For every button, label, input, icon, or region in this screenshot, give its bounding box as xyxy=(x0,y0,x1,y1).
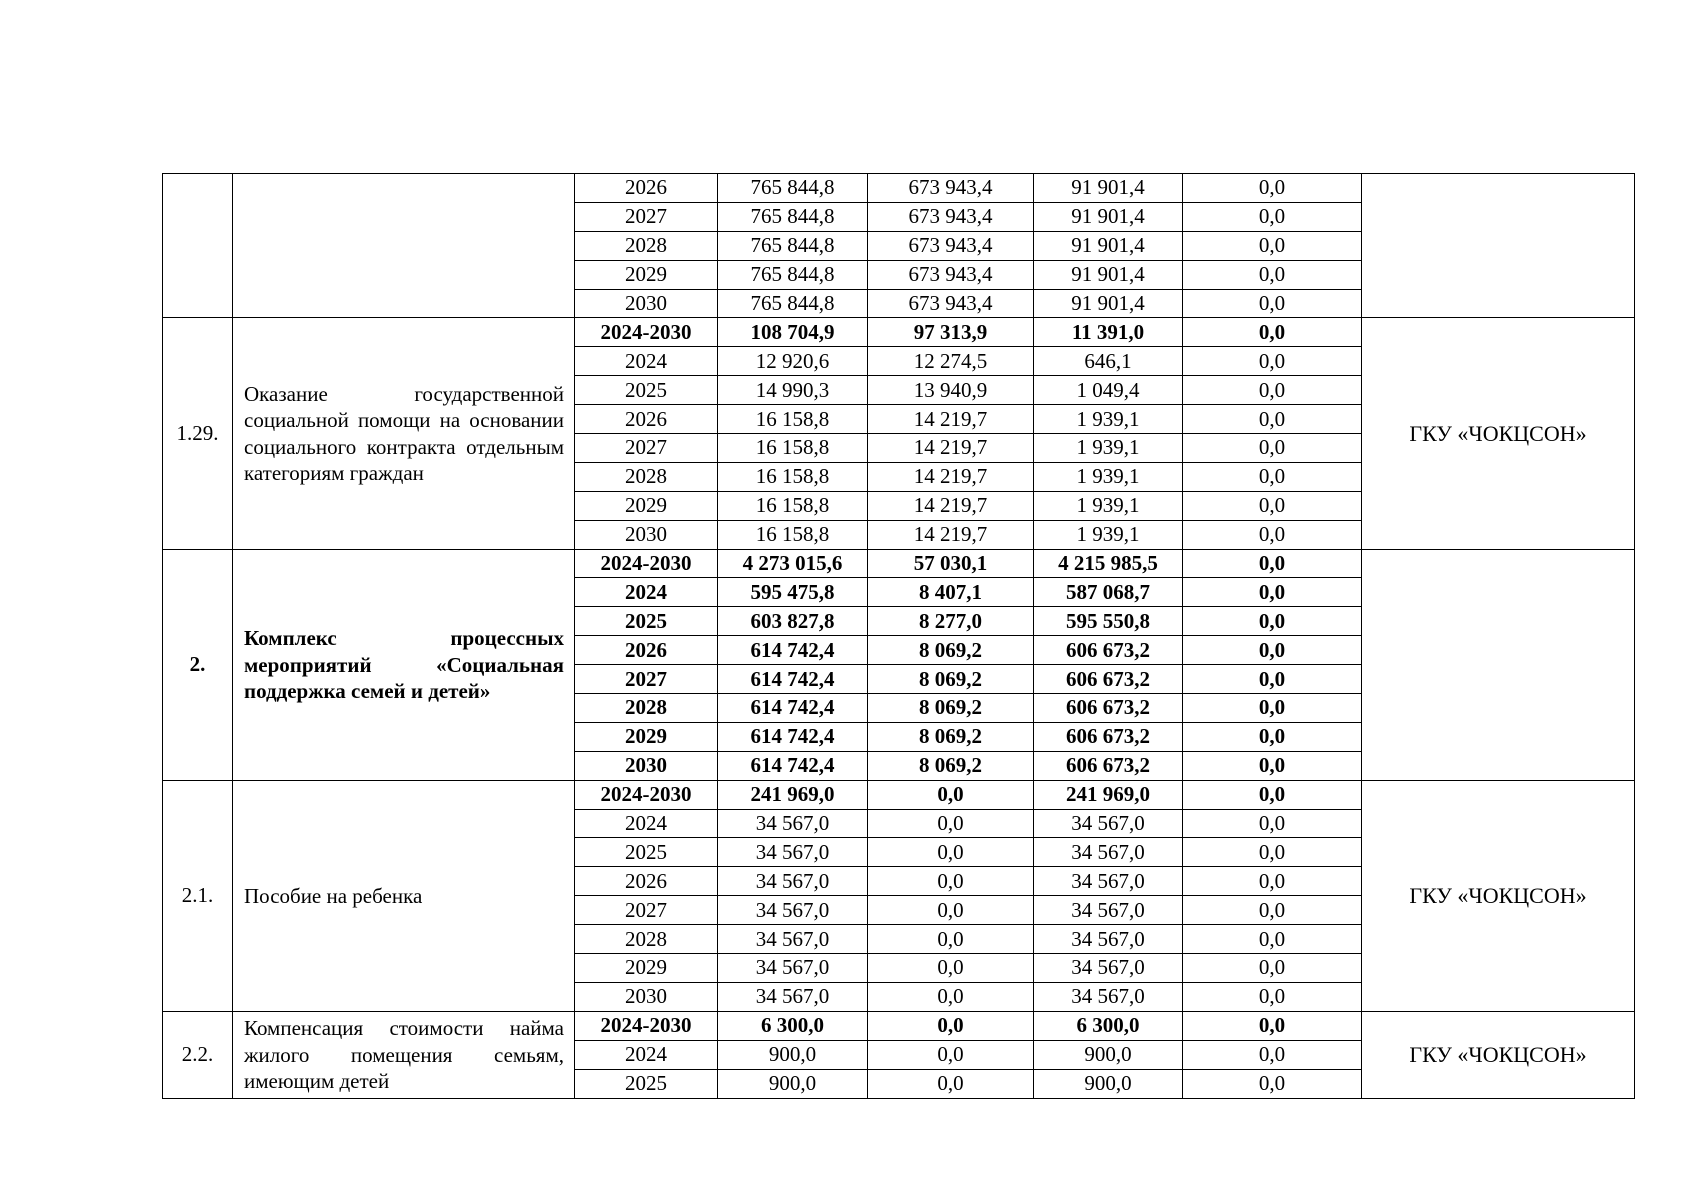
total-cell: 16 158,8 xyxy=(718,491,868,520)
total-cell: 34 567,0 xyxy=(718,838,868,867)
year-cell: 2025 xyxy=(575,376,718,405)
source-1-cell: 8 069,2 xyxy=(868,636,1034,665)
source-2-cell: 91 901,4 xyxy=(1034,202,1183,231)
year-cell: 2025 xyxy=(575,607,718,636)
total-cell: 16 158,8 xyxy=(718,434,868,463)
source-3-cell: 0,0 xyxy=(1183,780,1362,809)
source-3-cell: 0,0 xyxy=(1183,607,1362,636)
item-name: Комплекс процессных мероприятий «Социальная поддержка семей и детей» xyxy=(233,549,575,780)
source-3-cell: 0,0 xyxy=(1183,202,1362,231)
year-cell: 2029 xyxy=(575,954,718,983)
source-1-cell: 0,0 xyxy=(868,925,1034,954)
year-cell: 2024-2030 xyxy=(575,780,718,809)
year-cell: 2024 xyxy=(575,578,718,607)
source-3-cell: 0,0 xyxy=(1183,491,1362,520)
source-2-cell: 34 567,0 xyxy=(1034,954,1183,983)
source-2-cell: 34 567,0 xyxy=(1034,867,1183,896)
source-3-cell: 0,0 xyxy=(1183,376,1362,405)
table-row xyxy=(163,318,1635,347)
executor-cell xyxy=(1362,549,1635,780)
source-3-cell: 0,0 xyxy=(1183,1011,1362,1040)
year-cell: 2029 xyxy=(575,722,718,751)
source-3-cell: 0,0 xyxy=(1183,289,1362,318)
source-2-cell: 34 567,0 xyxy=(1034,896,1183,925)
item-number xyxy=(163,174,233,318)
year-cell: 2027 xyxy=(575,202,718,231)
total-cell: 603 827,8 xyxy=(718,607,868,636)
source-2-cell: 91 901,4 xyxy=(1034,231,1183,260)
source-2-cell: 606 673,2 xyxy=(1034,694,1183,723)
year-cell: 2026 xyxy=(575,636,718,665)
total-cell: 4 273 015,6 xyxy=(718,549,868,578)
total-cell: 34 567,0 xyxy=(718,896,868,925)
year-cell: 2024 xyxy=(575,1040,718,1069)
item-number: 2.2. xyxy=(163,1011,233,1098)
total-cell: 900,0 xyxy=(718,1069,868,1098)
source-3-cell: 0,0 xyxy=(1183,982,1362,1011)
total-cell: 16 158,8 xyxy=(718,462,868,491)
table-row xyxy=(163,780,1635,809)
source-1-cell: 673 943,4 xyxy=(868,231,1034,260)
source-3-cell: 0,0 xyxy=(1183,434,1362,463)
source-3-cell: 0,0 xyxy=(1183,722,1362,751)
source-2-cell: 1 939,1 xyxy=(1034,462,1183,491)
total-cell: 614 742,4 xyxy=(718,636,868,665)
source-3-cell: 0,0 xyxy=(1183,636,1362,665)
year-cell: 2024-2030 xyxy=(575,318,718,347)
item-name: Пособие на ребенка xyxy=(233,780,575,1011)
total-cell: 765 844,8 xyxy=(718,260,868,289)
source-2-cell: 606 673,2 xyxy=(1034,751,1183,780)
source-3-cell: 0,0 xyxy=(1183,838,1362,867)
source-2-cell: 1 939,1 xyxy=(1034,405,1183,434)
total-cell: 765 844,8 xyxy=(718,174,868,203)
source-2-cell: 34 567,0 xyxy=(1034,809,1183,838)
source-1-cell: 14 219,7 xyxy=(868,405,1034,434)
source-1-cell: 57 030,1 xyxy=(868,549,1034,578)
total-cell: 108 704,9 xyxy=(718,318,868,347)
source-1-cell: 0,0 xyxy=(868,896,1034,925)
year-cell: 2028 xyxy=(575,231,718,260)
source-3-cell: 0,0 xyxy=(1183,260,1362,289)
source-3-cell: 0,0 xyxy=(1183,174,1362,203)
source-1-cell: 0,0 xyxy=(868,809,1034,838)
total-cell: 614 742,4 xyxy=(718,722,868,751)
total-cell: 34 567,0 xyxy=(718,867,868,896)
year-cell: 2030 xyxy=(575,982,718,1011)
source-2-cell: 646,1 xyxy=(1034,347,1183,376)
source-2-cell: 1 939,1 xyxy=(1034,491,1183,520)
source-2-cell: 91 901,4 xyxy=(1034,174,1183,203)
total-cell: 614 742,4 xyxy=(718,665,868,694)
source-3-cell: 0,0 xyxy=(1183,462,1362,491)
year-cell: 2027 xyxy=(575,665,718,694)
source-1-cell: 97 313,9 xyxy=(868,318,1034,347)
source-3-cell: 0,0 xyxy=(1183,578,1362,607)
source-2-cell: 91 901,4 xyxy=(1034,260,1183,289)
item-number: 2.1. xyxy=(163,780,233,1011)
source-3-cell: 0,0 xyxy=(1183,809,1362,838)
total-cell: 765 844,8 xyxy=(718,202,868,231)
total-cell: 6 300,0 xyxy=(718,1011,868,1040)
source-1-cell: 8 069,2 xyxy=(868,694,1034,723)
source-2-cell: 34 567,0 xyxy=(1034,838,1183,867)
source-1-cell: 0,0 xyxy=(868,982,1034,1011)
table-row xyxy=(163,549,1635,578)
source-2-cell: 91 901,4 xyxy=(1034,289,1183,318)
source-3-cell: 0,0 xyxy=(1183,925,1362,954)
source-2-cell: 34 567,0 xyxy=(1034,982,1183,1011)
source-2-cell: 606 673,2 xyxy=(1034,722,1183,751)
source-3-cell: 0,0 xyxy=(1183,694,1362,723)
source-3-cell: 0,0 xyxy=(1183,1069,1362,1098)
item-name: Оказание государственной социальной помощи на основании социального контракта отдельным категориям граждан xyxy=(233,318,575,549)
source-2-cell: 11 391,0 xyxy=(1034,318,1183,347)
total-cell: 614 742,4 xyxy=(718,751,868,780)
source-3-cell: 0,0 xyxy=(1183,1040,1362,1069)
year-cell: 2030 xyxy=(575,751,718,780)
item-number: 1.29. xyxy=(163,318,233,549)
source-2-cell: 900,0 xyxy=(1034,1069,1183,1098)
total-cell: 34 567,0 xyxy=(718,925,868,954)
executor-cell xyxy=(1362,174,1635,318)
year-cell: 2024 xyxy=(575,347,718,376)
total-cell: 34 567,0 xyxy=(718,809,868,838)
total-cell: 614 742,4 xyxy=(718,694,868,723)
source-3-cell: 0,0 xyxy=(1183,751,1362,780)
source-3-cell: 0,0 xyxy=(1183,954,1362,983)
source-2-cell: 34 567,0 xyxy=(1034,925,1183,954)
source-1-cell: 8 069,2 xyxy=(868,722,1034,751)
funding-table xyxy=(162,173,1635,1099)
year-cell: 2029 xyxy=(575,491,718,520)
total-cell: 765 844,8 xyxy=(718,289,868,318)
source-1-cell: 0,0 xyxy=(868,1011,1034,1040)
source-2-cell: 1 939,1 xyxy=(1034,520,1183,549)
source-1-cell: 8 069,2 xyxy=(868,665,1034,694)
source-3-cell: 0,0 xyxy=(1183,231,1362,260)
year-cell: 2024-2030 xyxy=(575,549,718,578)
item-name xyxy=(233,174,575,318)
year-cell: 2027 xyxy=(575,434,718,463)
source-1-cell: 673 943,4 xyxy=(868,174,1034,203)
source-1-cell: 673 943,4 xyxy=(868,289,1034,318)
total-cell: 765 844,8 xyxy=(718,231,868,260)
table-body xyxy=(163,174,1635,1099)
year-cell: 2026 xyxy=(575,405,718,434)
total-cell: 12 920,6 xyxy=(718,347,868,376)
year-cell: 2029 xyxy=(575,260,718,289)
total-cell: 16 158,8 xyxy=(718,520,868,549)
source-1-cell: 0,0 xyxy=(868,1040,1034,1069)
total-cell: 16 158,8 xyxy=(718,405,868,434)
source-2-cell: 606 673,2 xyxy=(1034,665,1183,694)
source-3-cell: 0,0 xyxy=(1183,867,1362,896)
year-cell: 2025 xyxy=(575,838,718,867)
source-3-cell: 0,0 xyxy=(1183,549,1362,578)
year-cell: 2024-2030 xyxy=(575,1011,718,1040)
source-2-cell: 1 939,1 xyxy=(1034,434,1183,463)
executor-cell: ГКУ «ЧОКЦСОН» xyxy=(1362,780,1635,1011)
source-2-cell: 606 673,2 xyxy=(1034,636,1183,665)
source-1-cell: 0,0 xyxy=(868,780,1034,809)
source-1-cell: 12 274,5 xyxy=(868,347,1034,376)
source-2-cell: 900,0 xyxy=(1034,1040,1183,1069)
source-2-cell: 4 215 985,5 xyxy=(1034,549,1183,578)
year-cell: 2028 xyxy=(575,462,718,491)
source-1-cell: 8 069,2 xyxy=(868,751,1034,780)
executor-cell: ГКУ «ЧОКЦСОН» xyxy=(1362,1011,1635,1098)
source-1-cell: 0,0 xyxy=(868,838,1034,867)
source-1-cell: 14 219,7 xyxy=(868,520,1034,549)
year-cell: 2026 xyxy=(575,867,718,896)
source-2-cell: 6 300,0 xyxy=(1034,1011,1183,1040)
source-3-cell: 0,0 xyxy=(1183,520,1362,549)
year-cell: 2025 xyxy=(575,1069,718,1098)
year-cell: 2024 xyxy=(575,809,718,838)
item-name: Компенсация стоимости найма жилого помещения семьям, имеющим детей xyxy=(233,1011,575,1098)
source-1-cell: 14 219,7 xyxy=(868,462,1034,491)
source-3-cell: 0,0 xyxy=(1183,896,1362,925)
executor-cell: ГКУ «ЧОКЦСОН» xyxy=(1362,318,1635,549)
source-2-cell: 241 969,0 xyxy=(1034,780,1183,809)
source-1-cell: 673 943,4 xyxy=(868,260,1034,289)
total-cell: 34 567,0 xyxy=(718,982,868,1011)
source-2-cell: 595 550,8 xyxy=(1034,607,1183,636)
total-cell: 900,0 xyxy=(718,1040,868,1069)
year-cell: 2028 xyxy=(575,925,718,954)
total-cell: 241 969,0 xyxy=(718,780,868,809)
table-row xyxy=(163,1011,1635,1040)
source-1-cell: 673 943,4 xyxy=(868,202,1034,231)
source-1-cell: 0,0 xyxy=(868,954,1034,983)
source-1-cell: 8 407,1 xyxy=(868,578,1034,607)
source-3-cell: 0,0 xyxy=(1183,318,1362,347)
source-1-cell: 14 219,7 xyxy=(868,491,1034,520)
source-1-cell: 13 940,9 xyxy=(868,376,1034,405)
year-cell: 2030 xyxy=(575,520,718,549)
source-1-cell: 8 277,0 xyxy=(868,607,1034,636)
source-1-cell: 0,0 xyxy=(868,867,1034,896)
source-1-cell: 14 219,7 xyxy=(868,434,1034,463)
year-cell: 2026 xyxy=(575,174,718,203)
source-1-cell: 0,0 xyxy=(868,1069,1034,1098)
source-2-cell: 587 068,7 xyxy=(1034,578,1183,607)
source-3-cell: 0,0 xyxy=(1183,347,1362,376)
year-cell: 2028 xyxy=(575,694,718,723)
source-3-cell: 0,0 xyxy=(1183,405,1362,434)
total-cell: 34 567,0 xyxy=(718,954,868,983)
total-cell: 14 990,3 xyxy=(718,376,868,405)
source-2-cell: 1 049,4 xyxy=(1034,376,1183,405)
item-number: 2. xyxy=(163,549,233,780)
table-row xyxy=(163,174,1635,203)
year-cell: 2030 xyxy=(575,289,718,318)
year-cell: 2027 xyxy=(575,896,718,925)
total-cell: 595 475,8 xyxy=(718,578,868,607)
source-3-cell: 0,0 xyxy=(1183,665,1362,694)
